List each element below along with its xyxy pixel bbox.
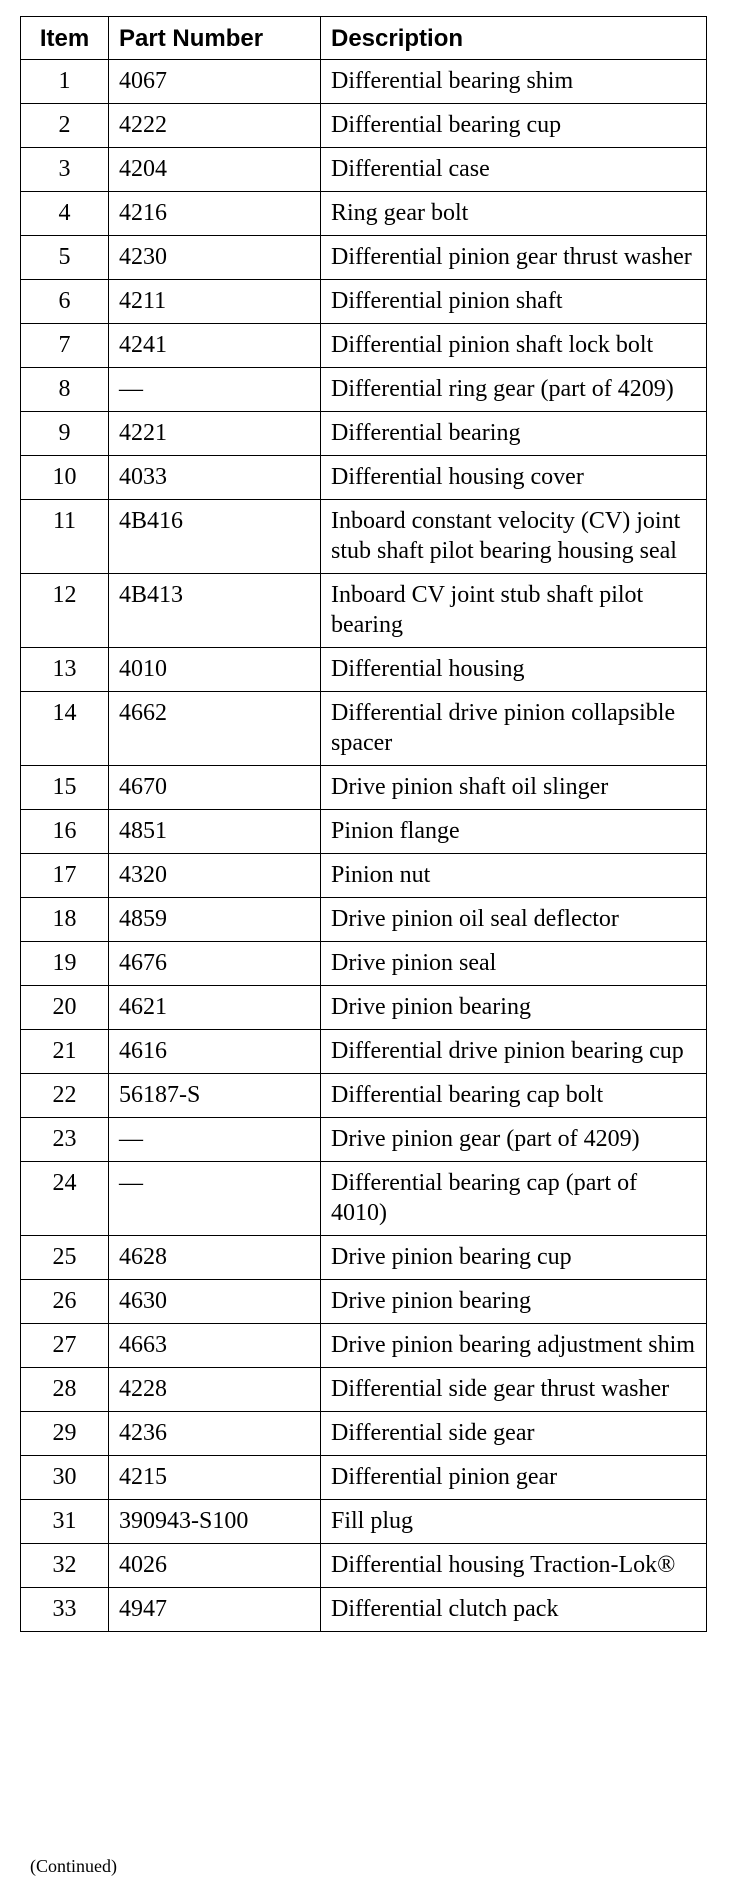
part-number-cell: 4236	[109, 1412, 321, 1456]
item-cell: 27	[21, 1324, 109, 1368]
table-row	[21, 854, 707, 898]
part-number-cell: 4851	[109, 810, 321, 854]
item-cell: 16	[21, 810, 109, 854]
description-cell: Drive pinion seal	[321, 942, 707, 986]
item-cell: 12	[21, 574, 109, 648]
item-cell: 30	[21, 1456, 109, 1500]
description-cell: Drive pinion shaft oil slinger	[321, 766, 707, 810]
parts-table-header	[21, 17, 707, 60]
part-number-cell: 4211	[109, 280, 321, 324]
column-header-part-number: Part Number	[109, 17, 321, 60]
item-cell: 32	[21, 1544, 109, 1588]
parts-table-body	[21, 60, 707, 1632]
description-cell: Drive pinion gear (part of 4209)	[321, 1118, 707, 1162]
table-row	[21, 324, 707, 368]
description-cell: Differential side gear thrust washer	[321, 1368, 707, 1412]
part-number-cell: 4010	[109, 648, 321, 692]
table-row	[21, 898, 707, 942]
description-cell: Inboard CV joint stub shaft pilot bearing	[321, 574, 707, 648]
parts-table	[20, 16, 707, 1632]
table-row	[21, 280, 707, 324]
description-cell: Differential bearing cup	[321, 104, 707, 148]
description-cell: Differential housing Traction-Lok®	[321, 1544, 707, 1588]
description-cell: Differential drive pinion bearing cup	[321, 1030, 707, 1074]
part-number-cell: —	[109, 1118, 321, 1162]
description-cell: Drive pinion bearing adjustment shim	[321, 1324, 707, 1368]
description-cell: Drive pinion oil seal deflector	[321, 898, 707, 942]
table-row	[21, 1030, 707, 1074]
part-number-cell: 4033	[109, 456, 321, 500]
item-cell: 4	[21, 192, 109, 236]
part-number-cell: 390943-S100	[109, 1500, 321, 1544]
part-number-cell: 4B416	[109, 500, 321, 574]
part-number-cell: 4616	[109, 1030, 321, 1074]
item-cell: 23	[21, 1118, 109, 1162]
item-cell: 19	[21, 942, 109, 986]
part-number-cell: 4630	[109, 1280, 321, 1324]
table-row	[21, 766, 707, 810]
table-row	[21, 500, 707, 574]
part-number-cell: 4947	[109, 1588, 321, 1632]
part-number-cell: 4067	[109, 60, 321, 104]
table-row	[21, 60, 707, 104]
table-row	[21, 192, 707, 236]
item-cell: 6	[21, 280, 109, 324]
part-number-cell: 4859	[109, 898, 321, 942]
description-cell: Differential ring gear (part of 4209)	[321, 368, 707, 412]
column-header-description: Description	[321, 17, 707, 60]
part-number-cell: 4204	[109, 148, 321, 192]
description-cell: Differential bearing	[321, 412, 707, 456]
item-cell: 22	[21, 1074, 109, 1118]
part-number-cell: 4621	[109, 986, 321, 1030]
item-cell: 31	[21, 1500, 109, 1544]
description-cell: Drive pinion bearing cup	[321, 1236, 707, 1280]
table-row	[21, 1544, 707, 1588]
part-number-cell: 4026	[109, 1544, 321, 1588]
part-number-cell: 4663	[109, 1324, 321, 1368]
table-row	[21, 1324, 707, 1368]
part-number-cell: 4670	[109, 766, 321, 810]
item-cell: 9	[21, 412, 109, 456]
description-cell: Drive pinion bearing	[321, 1280, 707, 1324]
item-cell: 21	[21, 1030, 109, 1074]
column-header-item: Item	[21, 17, 109, 60]
description-cell: Differential pinion shaft lock bolt	[321, 324, 707, 368]
item-cell: 5	[21, 236, 109, 280]
description-cell: Differential housing cover	[321, 456, 707, 500]
table-row	[21, 648, 707, 692]
part-number-cell: 4676	[109, 942, 321, 986]
part-number-cell: 4628	[109, 1236, 321, 1280]
part-number-cell: —	[109, 1162, 321, 1236]
part-number-cell: 4222	[109, 104, 321, 148]
table-row	[21, 1162, 707, 1236]
description-cell: Differential case	[321, 148, 707, 192]
part-number-cell: 4228	[109, 1368, 321, 1412]
table-row	[21, 1588, 707, 1632]
description-cell: Differential pinion gear	[321, 1456, 707, 1500]
header-row	[21, 17, 707, 60]
description-cell: Drive pinion bearing	[321, 986, 707, 1030]
part-number-cell: 4230	[109, 236, 321, 280]
item-cell: 7	[21, 324, 109, 368]
table-row	[21, 1280, 707, 1324]
part-number-cell: 4215	[109, 1456, 321, 1500]
description-cell: Differential side gear	[321, 1412, 707, 1456]
description-cell: Differential drive pinion collapsible spacer	[321, 692, 707, 766]
table-row	[21, 1074, 707, 1118]
description-cell: Ring gear bolt	[321, 192, 707, 236]
item-cell: 8	[21, 368, 109, 412]
part-number-cell: 4216	[109, 192, 321, 236]
item-cell: 10	[21, 456, 109, 500]
item-cell: 25	[21, 1236, 109, 1280]
description-cell: Pinion flange	[321, 810, 707, 854]
table-row	[21, 456, 707, 500]
description-cell: Differential clutch pack	[321, 1588, 707, 1632]
table-row	[21, 986, 707, 1030]
table-row	[21, 1236, 707, 1280]
part-number-cell: 4320	[109, 854, 321, 898]
part-number-cell: 4B413	[109, 574, 321, 648]
item-cell: 18	[21, 898, 109, 942]
item-cell: 15	[21, 766, 109, 810]
item-cell: 26	[21, 1280, 109, 1324]
part-number-cell: 4662	[109, 692, 321, 766]
item-cell: 11	[21, 500, 109, 574]
table-row	[21, 942, 707, 986]
description-cell: Differential bearing shim	[321, 60, 707, 104]
item-cell: 13	[21, 648, 109, 692]
description-cell: Differential bearing cap bolt	[321, 1074, 707, 1118]
item-cell: 1	[21, 60, 109, 104]
description-cell: Differential bearing cap (part of 4010)	[321, 1162, 707, 1236]
part-number-cell: 4241	[109, 324, 321, 368]
part-number-cell: —	[109, 368, 321, 412]
item-cell: 20	[21, 986, 109, 1030]
item-cell: 33	[21, 1588, 109, 1632]
table-row	[21, 368, 707, 412]
table-row	[21, 810, 707, 854]
table-row	[21, 104, 707, 148]
item-cell: 14	[21, 692, 109, 766]
item-cell: 28	[21, 1368, 109, 1412]
table-row	[21, 1456, 707, 1500]
description-cell: Differential pinion shaft	[321, 280, 707, 324]
item-cell: 29	[21, 1412, 109, 1456]
table-row	[21, 1412, 707, 1456]
description-cell: Differential pinion gear thrust washer	[321, 236, 707, 280]
item-cell: 2	[21, 104, 109, 148]
description-cell: Fill plug	[321, 1500, 707, 1544]
continued-note: (Continued)	[30, 1856, 117, 1876]
description-cell: Differential housing	[321, 648, 707, 692]
table-row	[21, 1368, 707, 1412]
table-row	[21, 148, 707, 192]
table-row	[21, 412, 707, 456]
part-number-cell: 56187-S	[109, 1074, 321, 1118]
table-row	[21, 236, 707, 280]
description-cell: Pinion nut	[321, 854, 707, 898]
item-cell: 17	[21, 854, 109, 898]
description-cell: Inboard constant velocity (CV) joint stub shaft pilot bearing housing seal	[321, 500, 707, 574]
table-row	[21, 1118, 707, 1162]
table-row	[21, 692, 707, 766]
part-number-cell: 4221	[109, 412, 321, 456]
item-cell: 24	[21, 1162, 109, 1236]
table-row	[21, 574, 707, 648]
item-cell: 3	[21, 148, 109, 192]
table-row	[21, 1500, 707, 1544]
